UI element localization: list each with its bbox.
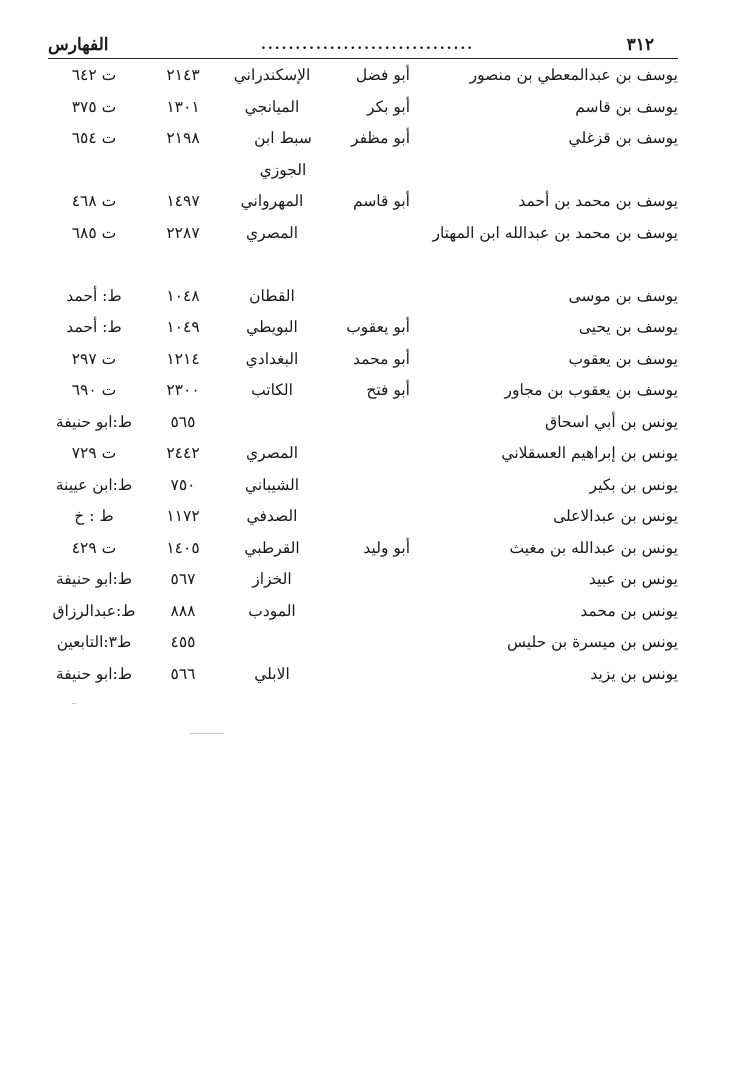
entry-number: ٢١٩٨ xyxy=(166,129,200,147)
entry-kunya: أبو بكر xyxy=(367,97,410,116)
entry-reference: ط:ابو حنيفة xyxy=(55,570,133,588)
entry-nisba: الصدفي xyxy=(246,507,298,525)
entry-number: ١٢١٤ xyxy=(166,349,200,368)
entry-reference: ت ٣٧٥ xyxy=(71,97,117,116)
index-entry xyxy=(48,218,678,281)
entry-name: يوسف بن قاسم xyxy=(575,97,678,116)
entry-reference: ت ٦٥٤ xyxy=(71,129,117,147)
index-entry xyxy=(48,312,678,344)
entry-name: يونس بن عبدالله بن مغيث xyxy=(509,538,678,557)
entry-reference: ط: أحمد xyxy=(66,318,122,336)
entry-number: ١٠٤٨ xyxy=(166,286,200,305)
running-head xyxy=(48,30,654,60)
index-entry xyxy=(48,659,678,691)
entry-number: ٢٢٨٧ xyxy=(166,223,200,242)
entry-reference: ت ٦٨٥ xyxy=(71,223,117,242)
entry-number: ٨٨٨ xyxy=(170,601,196,620)
entry-nisba: القطان xyxy=(249,286,295,305)
entry-number: ٥٦٥ xyxy=(170,412,196,431)
entry-reference: ط٣:التابعين xyxy=(56,633,132,651)
entry-nisba: الخزاز xyxy=(252,570,292,588)
entry-number: ٥٦٧ xyxy=(170,570,196,588)
entry-reference: ت ٤٦٨ xyxy=(71,192,117,210)
entry-name: يوسف بن محمد بن عبدالله ابن المهتار xyxy=(432,223,678,242)
index-entry xyxy=(48,344,678,376)
entry-nisba: المصري xyxy=(245,444,299,462)
entry-name: يوسف بن محمد بن أحمد xyxy=(518,192,678,210)
entry-reference: ط : خ xyxy=(74,507,114,525)
entry-name: يونس بن يزيد xyxy=(590,664,678,683)
entry-nisba: البويطي xyxy=(246,318,298,336)
entry-nisba: المصري xyxy=(245,223,299,242)
entry-name: يونس بن ميسرة بن حليس xyxy=(507,633,678,651)
entry-number: ٢٤٤٢ xyxy=(166,444,200,462)
scan-speck xyxy=(190,733,224,734)
entry-number: ١١٧٢ xyxy=(166,507,200,525)
entry-name: يونس بن بكير xyxy=(589,475,678,494)
entry-name: يوسف بن موسى xyxy=(568,286,678,305)
scan-speck xyxy=(72,703,76,704)
leader-dots: ............................... xyxy=(260,37,475,53)
entry-reference: ت ٦٤٢ xyxy=(71,66,117,84)
entry-number: ١٠٤٩ xyxy=(166,318,200,336)
entry-nisba: الابلي xyxy=(254,664,290,683)
index-entry xyxy=(48,533,678,565)
entry-nisba: المهرواني xyxy=(240,192,304,210)
entry-nisba: البغدادي xyxy=(245,349,299,368)
entry-kunya: أبو فضل xyxy=(355,66,410,84)
index-entry xyxy=(48,596,678,628)
section-title: الفهارس xyxy=(48,35,109,55)
entry-reference: ت ٤٢٩ xyxy=(71,538,117,557)
entry-nisba: المودب xyxy=(248,601,296,620)
index-entry xyxy=(48,501,678,533)
index-entry xyxy=(48,438,678,470)
index-entry xyxy=(48,564,678,596)
header-rule xyxy=(48,58,678,59)
index-entry xyxy=(48,281,678,313)
index-entry xyxy=(48,407,678,439)
entry-number: ٤٥٥ xyxy=(170,633,196,651)
entry-nisba: الإسكندراني xyxy=(233,66,311,84)
index-entry xyxy=(48,92,678,124)
entry-name: يونس بن إبراهيم العسقلاني xyxy=(501,444,678,462)
entry-reference: ط:ابن عيينة xyxy=(55,475,133,494)
entry-number: ١٤٠٥ xyxy=(166,538,200,557)
entry-kunya: أبو وليد xyxy=(363,538,410,557)
entry-nisba: القرطبي xyxy=(244,538,300,557)
entry-name: يونس بن أبي اسحاق xyxy=(545,412,678,431)
entry-reference: ط:عبدالرزاق xyxy=(52,601,136,620)
entry-nisba: الميانجي xyxy=(244,97,300,116)
index-entry xyxy=(48,186,678,218)
entry-nisba: سبط ابن الجوزي xyxy=(254,129,312,179)
entry-name: يونس بن عبيد xyxy=(588,570,678,588)
entry-number: ١٤٩٧ xyxy=(166,192,200,210)
entry-kunya: أبو محمد xyxy=(353,349,410,368)
entry-name: يونس بن محمد xyxy=(580,601,678,620)
index-entry xyxy=(48,627,678,659)
entry-name: يوسف بن قزغلي xyxy=(568,129,678,147)
entry-number: ١٣٠١ xyxy=(166,97,200,116)
entry-name: يوسف بن يعقوب xyxy=(568,349,678,368)
entry-number: ٥٦٦ xyxy=(170,664,196,683)
entry-reference: ط:ابو حنيفة xyxy=(55,412,133,431)
index-entry xyxy=(48,375,678,407)
entry-name: يونس بن عبدالاعلى xyxy=(553,507,678,525)
page-number: ٣١٢ xyxy=(626,35,654,55)
index-entry xyxy=(48,470,678,502)
entry-number: ٢١٤٣ xyxy=(166,66,200,84)
entry-reference: ط: أحمد xyxy=(66,286,122,305)
index-entry xyxy=(48,60,678,92)
entry-name: يوسف بن عبدالمعطي بن منصور xyxy=(469,66,678,84)
entry-kunya: أبو قاسم xyxy=(353,192,410,210)
entry-reference: ط:ابو حنيفة xyxy=(55,664,133,683)
entry-kunya: أبو يعقوب xyxy=(346,318,410,336)
entry-reference: ت ٧٢٩ xyxy=(71,444,117,462)
entry-kunya: أبو مظفر xyxy=(351,129,410,147)
index-entry xyxy=(48,123,678,186)
entry-number: ٧٥٠ xyxy=(170,475,196,494)
entry-name: يوسف بن يعقوب بن مجاور xyxy=(504,381,678,399)
entry-reference: ت ٢٩٧ xyxy=(71,349,117,368)
entry-name: يوسف بن يحيى xyxy=(578,318,678,336)
entry-nisba: الكاتب xyxy=(251,381,293,399)
entry-kunya: أبو فتح xyxy=(366,381,410,399)
entry-reference: ت ٦٩٠ xyxy=(71,381,117,399)
entry-number: ٢٣٠٠ xyxy=(166,381,200,399)
index-entries xyxy=(48,60,678,690)
entry-nisba: الشيباني xyxy=(244,475,300,494)
